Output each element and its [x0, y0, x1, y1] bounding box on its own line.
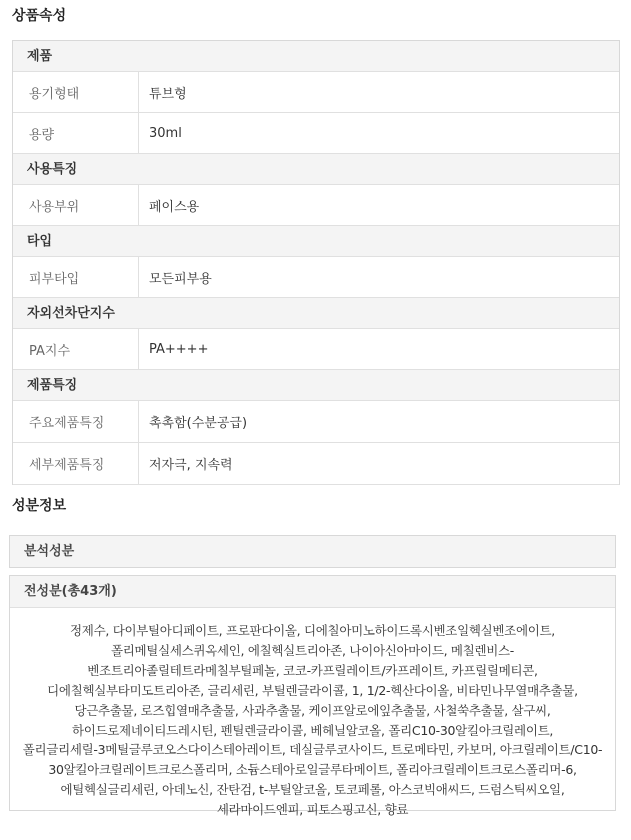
attr-key: 주요제품특징	[13, 401, 139, 442]
attr-value: PA++++	[149, 341, 209, 357]
group-header-product: 제품	[13, 41, 619, 72]
attr-key: 피부타입	[13, 257, 139, 297]
attr-row-skin-type	[13, 257, 619, 298]
attr-key: 용량	[13, 113, 139, 153]
attr-row-volume	[13, 113, 619, 154]
analysis-ingredients-panel	[9, 535, 616, 568]
group-header-features: 제품특징	[13, 370, 619, 401]
attr-value: 저자극, 지속력	[149, 458, 233, 473]
attr-row-pa-index	[13, 329, 619, 370]
attr-key: 세부제품특징	[13, 443, 139, 484]
attr-key: 용기형태	[13, 72, 139, 112]
attr-row-main-feature	[13, 401, 619, 443]
group-header-uv-index: 자외선차단지수	[13, 298, 619, 329]
attr-row-detail-feature	[13, 443, 619, 485]
attr-value: 모든피부용	[149, 271, 212, 287]
group-header-type: 타입	[13, 226, 619, 257]
group-header-usage: 사용특징	[13, 154, 619, 185]
attributes-table	[12, 40, 620, 485]
attr-value: 페이스용	[149, 199, 200, 215]
attr-value: 촉촉함(수분공급)	[149, 416, 248, 431]
ingredients-title: 성분정보	[12, 498, 67, 514]
attr-value: 30ml	[149, 125, 182, 141]
full-ingredients-text: 정제수, 다이부틸아디페이트, 프로판다이올, 디에칠아미노하이드록시벤조일헥실벤조에이트, 폴리메틸실세스퀴옥세인, 에칠헥실트리아존, 나이아신아마이드, 메칠렌비스-벤조트리아졸릴테트라메칠부틸페놀, 코코-카프릴레이트/카프레이트, 카프릴릴메티콘, 디에칠헥실부타미도트리아존, 글리세린, 부틸렌글라이콜, 1, 1/2-헥산다이올, 비타민나무열매추출물, 당근추출물, 로즈힙열매추출물, 사과추출물, 케이프알로에잎추출물, 사철쑥추출물, 살구씨, 하이드로제네이티드레시틴, 펜틸렌글라이콜, 베헤닐알코올, 폴리C10-30알킬아크릴레이트, 폴리글리세릴-3메틸글루코오스다이스테아레이트, 데실글루코사이드, 트로메타민, 카보머, 아크릴레이트/C10-30알킬아크릴레이트크로스폴리머, 소듐스테아로일글루타메이트, 폴리아크릴레이트크로스폴리머-6, 에틸헥실글리세린, 아데노신, 잔탄검, t-부틸알코올, 토코페롤, 아스코빅애씨드, 드럼스틱씨오일, 세라마이드엔피, 피토스핑고신, 향료	[22, 623, 603, 818]
attr-key: PA지수	[13, 329, 139, 369]
attr-row-container-type	[13, 72, 619, 113]
attr-key: 사용부위	[13, 185, 139, 225]
analysis-ingredients-label: 분석성분	[24, 544, 75, 559]
product-attributes-title: 상품속성	[12, 8, 67, 24]
attr-value: 튜브형	[149, 86, 187, 102]
full-ingredients-label: 전성분(총43개)	[10, 576, 615, 608]
attr-row-usage-area	[13, 185, 619, 226]
full-ingredients-panel	[9, 575, 616, 818]
